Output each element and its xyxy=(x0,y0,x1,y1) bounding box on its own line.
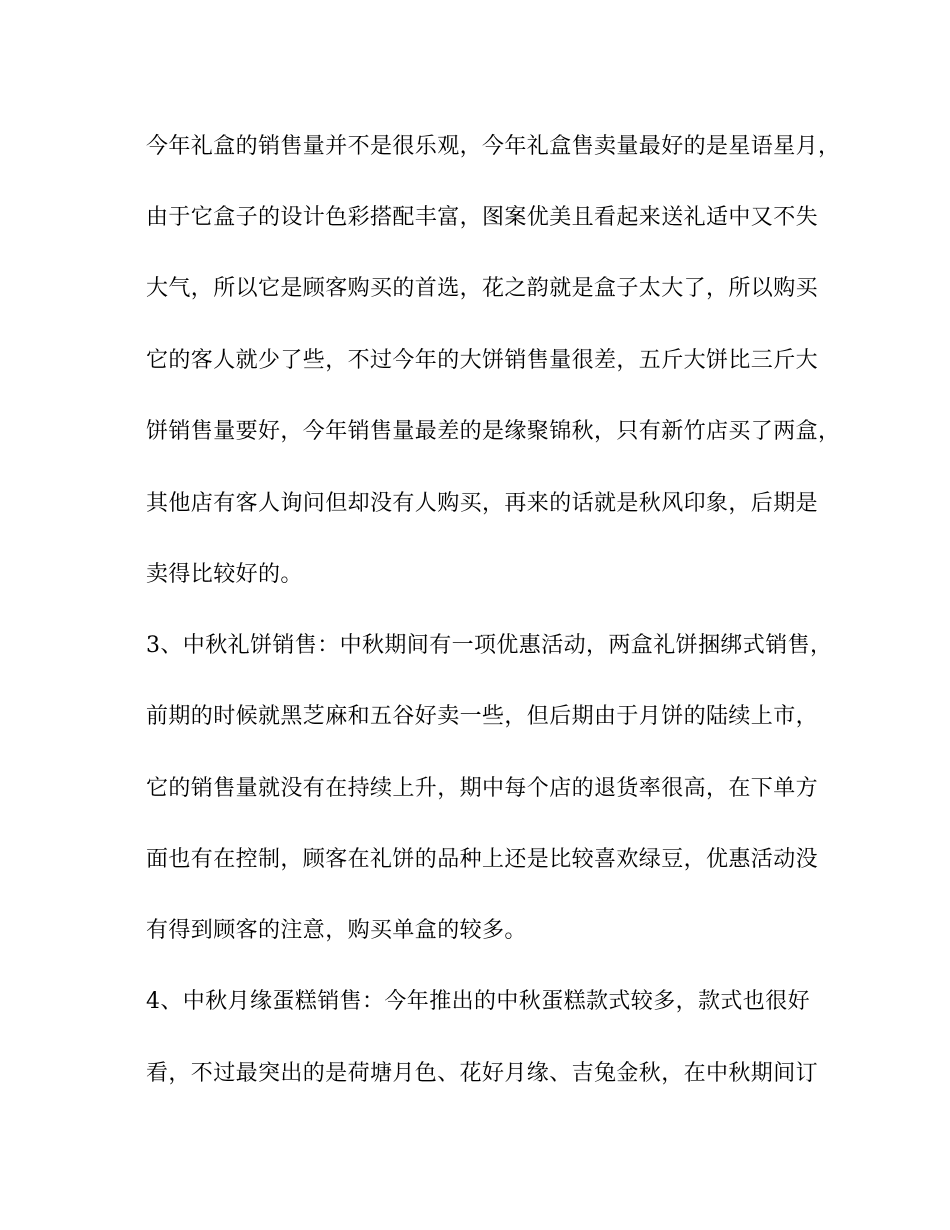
text-line-7: 卖得比较好的。 xyxy=(146,562,303,587)
text-line-11: 面也有在控制，顾客在礼饼的品种上还是比较喜欢绿豆，优惠活动没 xyxy=(146,847,819,872)
text-line-3: 大气，所以它是顾客购买的首选，花之韵就是盒子太大了，所以购买 xyxy=(146,276,819,301)
text-line-13: 4、中秋月缘蛋糕销售：今年推出的中秋蛋糕款式较多，款式也很好 xyxy=(146,989,810,1014)
text-line-2: 由于它盒子的设计色彩搭配丰富，图案优美且看起来送礼适中又不失 xyxy=(146,205,819,230)
text-line-8: 3、中秋礼饼销售：中秋期间有一项优惠活动，两盒礼饼捆绑式销售， xyxy=(146,633,833,658)
text-line-10: 它的销售量就没有在持续上升，期中每个店的退货率很高，在下单方 xyxy=(146,776,819,801)
text-line-4: 它的客人就少了些，不过今年的大饼销售量很差，五斤大饼比三斤大 xyxy=(146,348,819,373)
text-line-6: 其他店有客人询问但却没有人购买，再来的话就是秋风印象，后期是 xyxy=(146,491,819,516)
text-line-5: 饼销售量要好，今年销售量最差的是缘聚锦秋，只有新竹店买了两盒， xyxy=(146,419,841,444)
text-line-14: 看，不过最突出的是荷塘月色、花好月缘、吉兔金秋，在中秋期间订 xyxy=(146,1061,819,1086)
text-line-12: 有得到顾客的注意，购买单盒的较多。 xyxy=(146,918,527,943)
text-line-1: 今年礼盒的销售量并不是很乐观，今年礼盒售卖量最好的是星语星月， xyxy=(146,134,841,159)
text-line-9: 前期的时候就黑芝麻和五谷好卖一些，但后期由于月饼的陆续上市， xyxy=(146,704,819,729)
